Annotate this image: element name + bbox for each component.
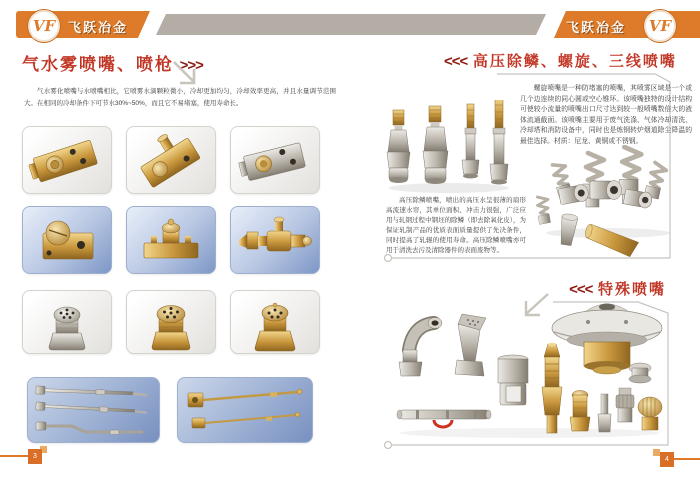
small-brass-nozzle [570, 391, 590, 432]
logo-caption: 飞跃 [30, 34, 57, 40]
page-tab-line-right [670, 458, 700, 460]
spiral-nozzle-paragraph: 螺旋喷嘴是一种防堵塞的喷嘴，其喷雾区域是一个或几个边连续的同心圆或空心锥环。该喷嘴独特的设计结构可使较小流量的喷嘴出口尺寸达到较一般喷嘴数倍大的液体流通截面。该喷嘴主要用于废气洗涤、气体冷却清洗、冷却塔和消防设备中，同时也是炼钢转炉烟道除尘降温的最佳选择。材质：尼龙、黄铜或不锈钢。 [520, 85, 692, 145]
product-photo-descaling-nozzles [383, 100, 523, 195]
page-number-left: 3 [28, 449, 42, 464]
product-photo-steel-spray-lances [27, 377, 160, 443]
page-tab-notch-right [653, 449, 660, 456]
product-photo-nozzle-tip-cluster [528, 178, 674, 262]
knurled-steel-fitting [616, 388, 634, 422]
product-photo-steel-block-nozzle [230, 126, 320, 194]
logo-monogram-right: VF [648, 17, 672, 35]
product-photo-brass-spray-lances [177, 377, 313, 443]
logo-caption-right: 飞跃 [646, 34, 673, 40]
product-photo-brass-spray-gun [230, 206, 320, 274]
header-banner-gray [156, 14, 352, 35]
section-title-text: 气水雾喷嘴、喷枪 [22, 55, 174, 75]
product-photo-brass-block-nozzle-1 [22, 126, 112, 194]
pipe-nozzle [397, 410, 491, 427]
flanged-fitting [629, 363, 651, 383]
descaling-nozzle-paragraph: 高压除鳞喷嘴，喷出的高压水呈很薄的扇形高流速水帘，其单位面积、冲击力很强，广泛应用与轧钢过程中钢坯的除鳞（即去除氧化皮），为保证轧制产品的优质表面质量提供了先决条件，同时提高了轧辊的使用寿命。高压除鳞喷嘴亦可用于清洗去污及清除器件的表面废物等。 [386, 197, 526, 254]
brand-name: 飞跃冶金 [68, 20, 129, 35]
section-title-special-text: 特殊喷嘴 [597, 280, 666, 298]
title-arrows-special: <<< [569, 281, 593, 298]
knurled-brass-fitting [638, 397, 662, 430]
intro-paragraph: 气水雾化喷嘴与水喷嘴相比，它喷雾水滴颗粒微小，冷却更加均匀，冷却效率更高，并且水量调节范围大。在相同的冷却条件下可节水30%~50%，而且它不易堵塞，使用寿命长。 [24, 88, 336, 107]
cylinder-window-nozzle [498, 355, 528, 405]
product-photo-steel-pepperpot-nozzle [22, 290, 112, 354]
logo-monogram: VF [32, 17, 56, 35]
duckbill-nozzle [455, 314, 486, 376]
elbow-nozzle [399, 318, 442, 377]
header-banner-gray-right [352, 14, 546, 35]
brand-name-right: 飞跃冶金 [566, 20, 627, 35]
title-arrows: >>> [179, 57, 203, 74]
product-photo-brass-pepperpot-nozzle-2 [230, 290, 320, 354]
product-photo-special-nozzles [390, 300, 670, 440]
product-photo-brass-pepperpot-nozzle-1 [126, 290, 216, 354]
small-steel-nozzle [598, 394, 611, 432]
product-photo-dome-cap-block-nozzle [22, 206, 112, 274]
section-title-descaling-text: 高压除鳞、螺旋、三线喷嘴 [472, 52, 677, 70]
product-photo-block-nozzle-with-stem [126, 206, 216, 274]
page-number-right: 4 [660, 452, 674, 467]
tall-brass-nozzle [542, 343, 562, 433]
section-title-special [480, 278, 666, 299]
product-photo-brass-block-nozzle-2 [126, 126, 216, 194]
title-arrows-descaling: <<< [444, 53, 468, 70]
